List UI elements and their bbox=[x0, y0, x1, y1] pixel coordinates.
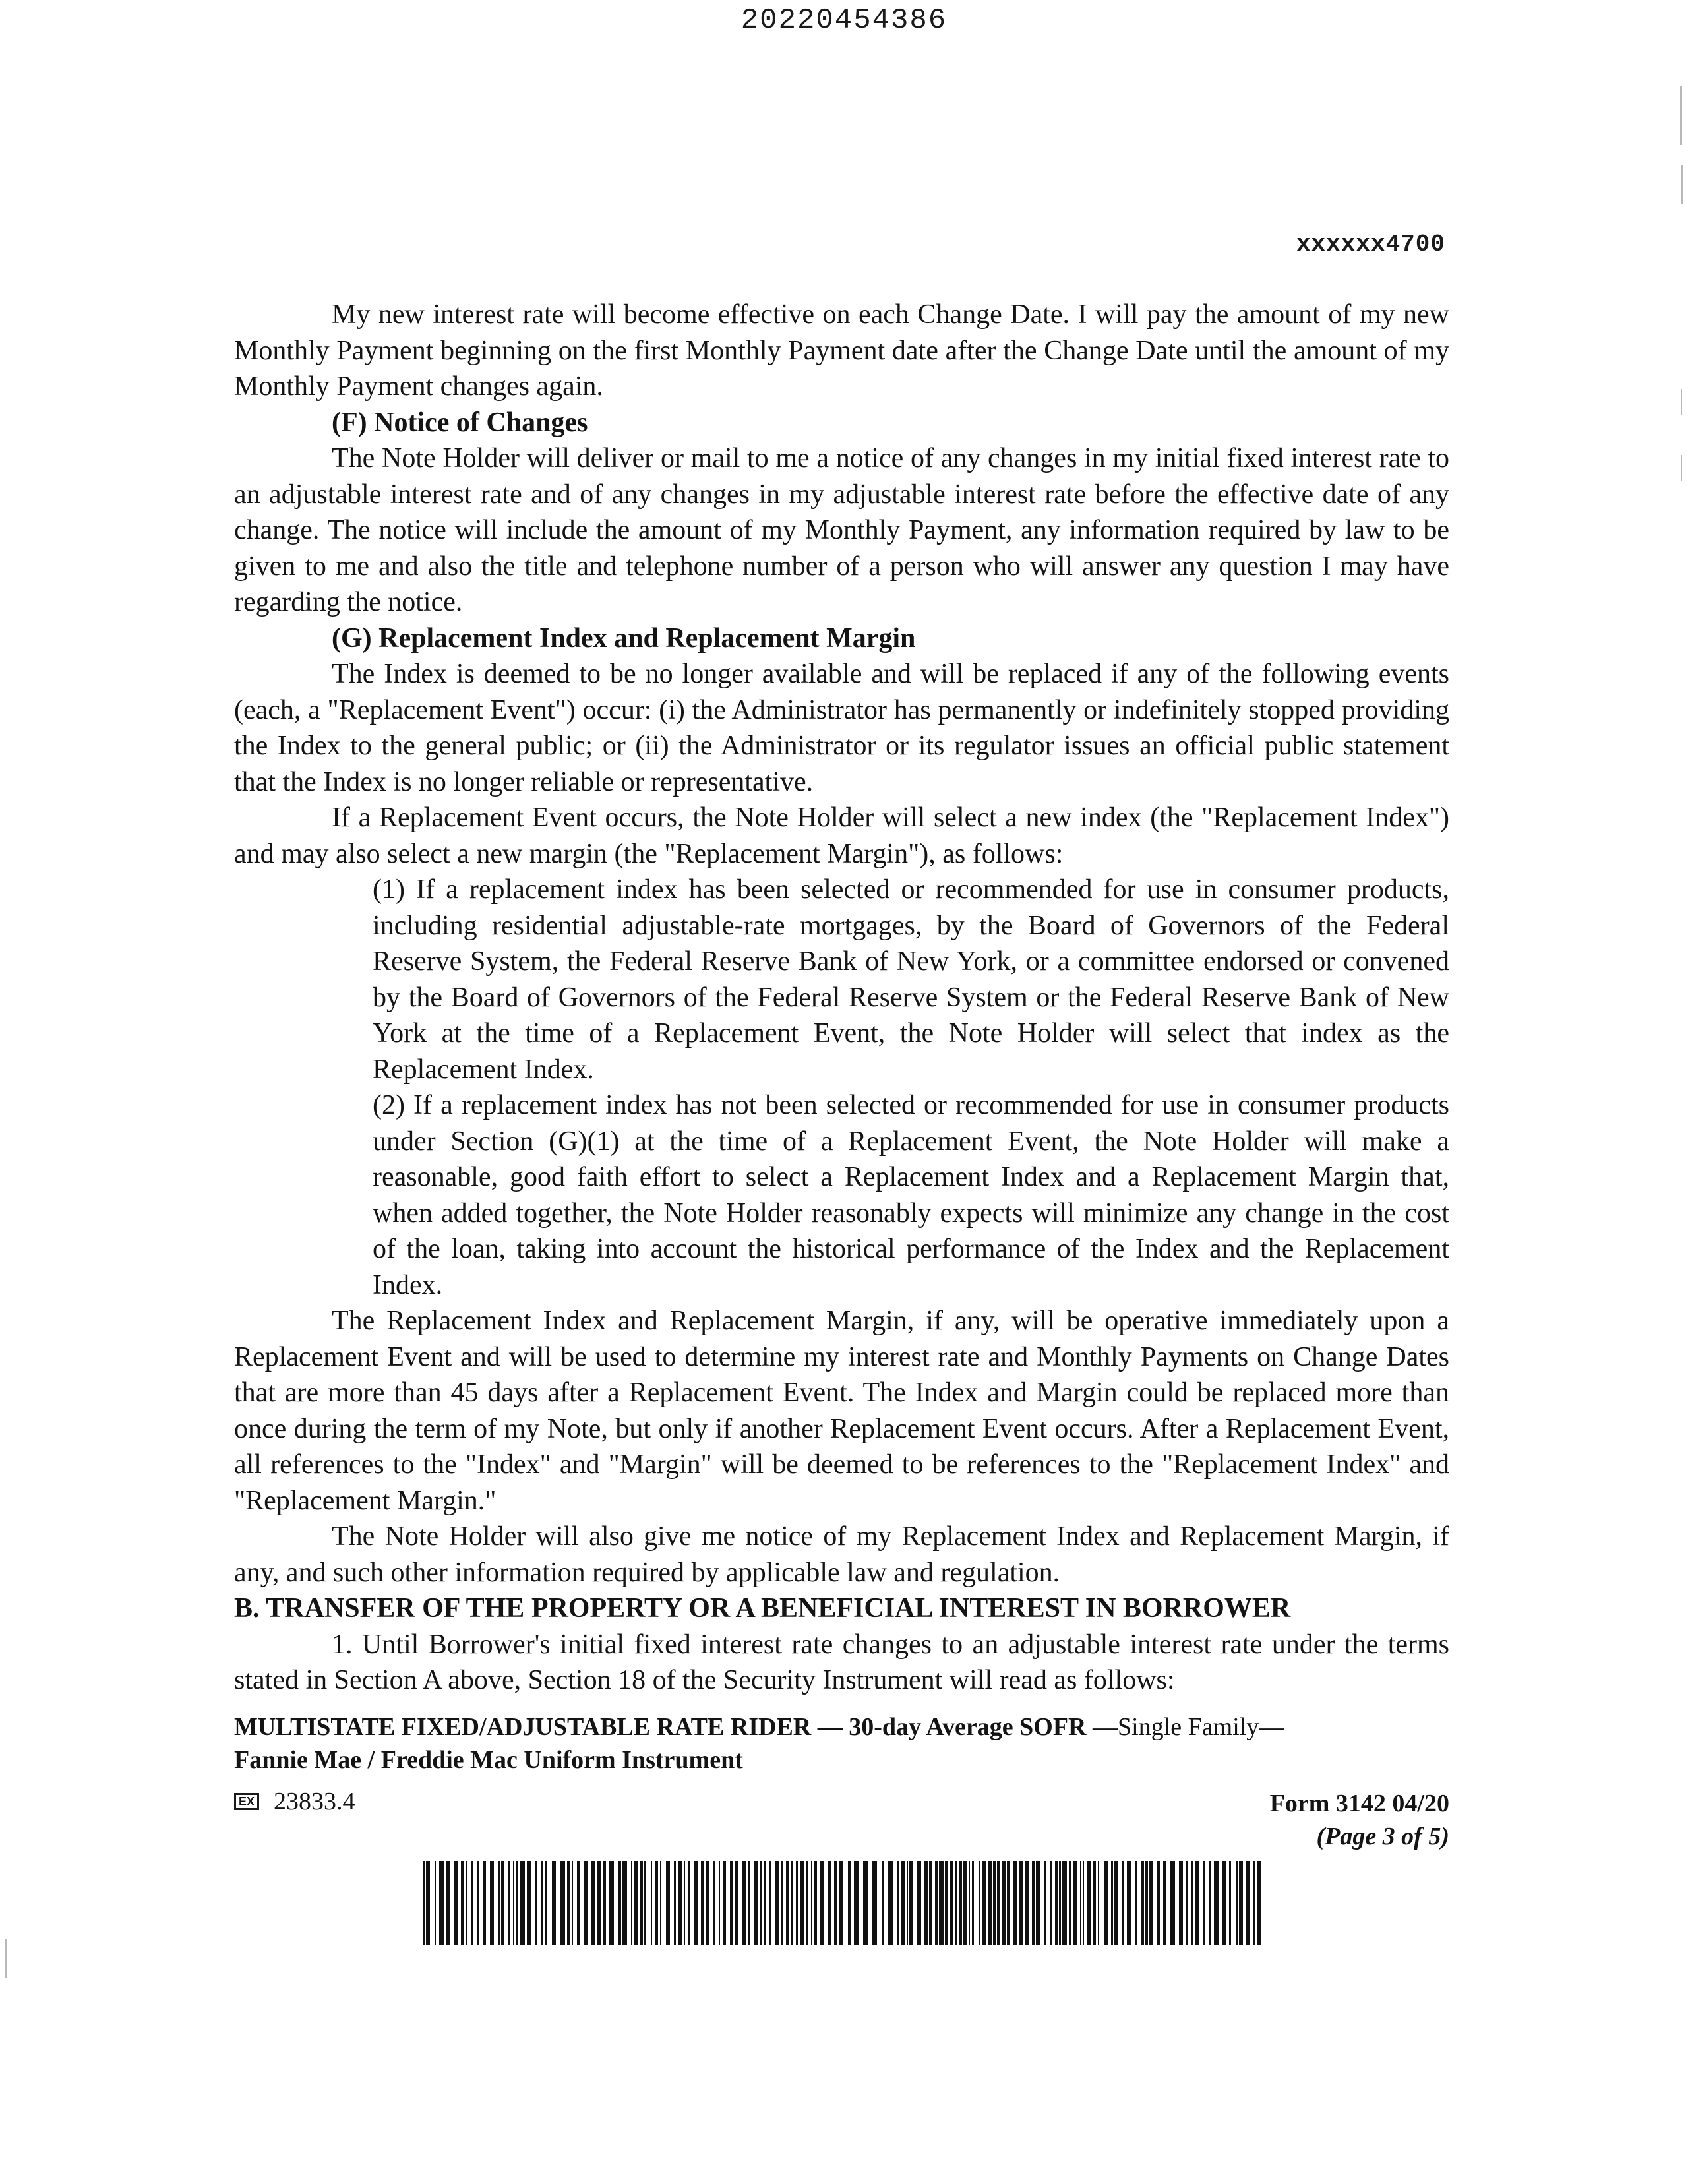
barcode-bar-1 bbox=[426, 1861, 430, 1945]
barcode-bar-81 bbox=[907, 1861, 908, 1945]
barcode-bar-85 bbox=[929, 1861, 932, 1945]
barcode-bar-34 bbox=[631, 1861, 632, 1945]
barcode-bar-37 bbox=[644, 1861, 646, 1945]
form-number-block bbox=[1270, 1787, 1449, 1853]
barcode-bar-80 bbox=[901, 1861, 905, 1945]
form-id-number: 23833.4 bbox=[274, 1788, 355, 1815]
heading-replacement-index: (G) Replacement Index and Replacement Margin bbox=[332, 622, 916, 653]
barcode-bar-128 bbox=[1157, 1861, 1160, 1945]
barcode-bar-20 bbox=[541, 1861, 543, 1945]
barcode-bar-19 bbox=[535, 1861, 537, 1945]
barcode-bar-57 bbox=[760, 1861, 762, 1945]
barcode-bar-45 bbox=[688, 1861, 690, 1945]
barcode-bar-142 bbox=[1246, 1861, 1250, 1945]
barcode-bar-134 bbox=[1195, 1861, 1199, 1945]
barcode-bar-7 bbox=[466, 1861, 467, 1945]
barcode-bar-113 bbox=[1073, 1861, 1077, 1945]
barcode-bar-11 bbox=[490, 1861, 494, 1945]
barcode-bar-10 bbox=[483, 1861, 486, 1945]
barcode-bar-8 bbox=[471, 1861, 473, 1945]
barcode-bar-39 bbox=[655, 1861, 658, 1945]
barcode-bar-132 bbox=[1186, 1861, 1188, 1945]
barcode-bar-115 bbox=[1083, 1861, 1084, 1945]
barcode-bar-119 bbox=[1104, 1861, 1108, 1945]
barcode-bar-75 bbox=[863, 1861, 868, 1945]
barcode-bar-33 bbox=[622, 1861, 627, 1945]
barcode-bar-72 bbox=[839, 1861, 843, 1945]
barcode-bar-53 bbox=[735, 1861, 738, 1945]
barcode-bar-126 bbox=[1145, 1861, 1148, 1945]
barcode-bar-97 bbox=[988, 1861, 992, 1945]
barcode-bar-84 bbox=[924, 1861, 928, 1945]
barcode-bar-104 bbox=[1025, 1861, 1029, 1945]
barcode-bar-16 bbox=[516, 1861, 518, 1945]
list-item-1: (1) If a replacement index has been selected or recommended for use in consumer products, including residential adjustable-rate mortgages, by the Board of Governors of the Federal Reserve System, the Federal Reserve Bank of New York, or a committee endorsed or convened by the Board of Governors of the Federal Reserve System or the Federal Reserve Bank of New York at the time of a Replacement Event, the Note Holder will select that index as the Replacement Index. bbox=[373, 874, 1449, 1085]
barcode-bar-109 bbox=[1055, 1861, 1058, 1945]
barcode-bar-117 bbox=[1093, 1861, 1096, 1945]
barcode-bar-36 bbox=[640, 1861, 643, 1945]
loan-number: xxxxxx4700 bbox=[1296, 231, 1445, 258]
barcode-bar-89 bbox=[950, 1861, 953, 1945]
barcode-bar-67 bbox=[811, 1861, 812, 1945]
barcode-bar-90 bbox=[955, 1861, 957, 1945]
barcode-bar-54 bbox=[742, 1861, 746, 1945]
barcode-bar-21 bbox=[545, 1861, 547, 1945]
barcode-bar-131 bbox=[1179, 1861, 1183, 1945]
barcode-bar-91 bbox=[959, 1861, 962, 1945]
barcode-bar-25 bbox=[572, 1861, 573, 1945]
barcode-bar-27 bbox=[584, 1861, 588, 1945]
barcode bbox=[423, 1861, 1264, 1945]
barcode-bar-94 bbox=[972, 1861, 974, 1945]
barcode-bar-0 bbox=[423, 1861, 425, 1945]
barcode-bar-38 bbox=[651, 1861, 652, 1945]
barcode-bar-107 bbox=[1044, 1861, 1046, 1945]
barcode-bar-35 bbox=[634, 1861, 638, 1945]
barcode-bar-28 bbox=[591, 1861, 595, 1945]
barcode-bar-125 bbox=[1141, 1861, 1144, 1945]
barcode-bar-111 bbox=[1062, 1861, 1067, 1945]
barcode-bar-47 bbox=[701, 1861, 704, 1945]
barcode-bar-43 bbox=[678, 1861, 682, 1945]
paragraph-replacement-selection: If a Replacement Event occurs, the Note Holder will select a new index (the "Replacement Index") and may also select a new margin (the "Replacement Margin"), as follows: bbox=[234, 803, 1449, 869]
barcode-bar-138 bbox=[1222, 1861, 1226, 1945]
barcode-bar-44 bbox=[684, 1861, 685, 1945]
barcode-bar-73 bbox=[848, 1861, 851, 1945]
barcode-bar-87 bbox=[939, 1861, 944, 1945]
barcode-bar-96 bbox=[982, 1861, 986, 1945]
barcode-bar-74 bbox=[854, 1861, 859, 1945]
barcode-bar-18 bbox=[527, 1861, 531, 1945]
scan-edge-mark bbox=[1681, 165, 1683, 204]
barcode-bar-32 bbox=[618, 1861, 621, 1945]
page-label: (Page 3 of 5) bbox=[1316, 1823, 1449, 1850]
barcode-bar-129 bbox=[1163, 1861, 1166, 1945]
barcode-bar-49 bbox=[713, 1861, 715, 1945]
form-title-normal: —Single Family— bbox=[1093, 1713, 1284, 1741]
barcode-bar-69 bbox=[820, 1861, 824, 1945]
barcode-bar-68 bbox=[814, 1861, 817, 1945]
heading-transfer-of-property: B. TRANSFER OF THE PROPERTY OR A BENEFICIAL INTEREST IN BORROWER bbox=[234, 1593, 1291, 1623]
heading-notice-of-changes: (F) Notice of Changes bbox=[332, 407, 588, 438]
paragraph-replacement-event: The Index is deemed to be no longer available and will be replaced if any of the following events (each, a "Replacement Event") occur: (i) the Administrator has permanently or indefinitely stopped providing the Index to the general public; or (ii) the Administrator or its regulator issues an official public statement that the Index is no longer reliable or representative. bbox=[234, 659, 1449, 797]
barcode-bar-3 bbox=[439, 1861, 444, 1945]
barcode-bar-99 bbox=[997, 1861, 1000, 1945]
barcode-bar-141 bbox=[1239, 1861, 1243, 1945]
barcode-bar-31 bbox=[609, 1861, 614, 1945]
barcode-bar-127 bbox=[1149, 1861, 1153, 1945]
barcode-bar-5 bbox=[454, 1861, 458, 1945]
barcode-bar-13 bbox=[501, 1861, 504, 1945]
barcode-bar-122 bbox=[1122, 1861, 1124, 1945]
barcode-bar-143 bbox=[1253, 1861, 1255, 1945]
barcode-bar-76 bbox=[872, 1861, 877, 1945]
form-id bbox=[234, 1787, 355, 1816]
barcode-bar-86 bbox=[935, 1861, 938, 1945]
paragraph-notice-of-changes: The Note Holder will deliver or mail to me a notice of any changes in my initial fixed interest rate to an adjustable interest rate and of any changes in my adjustable interest rate before the effective date of any change. The notice will include the amount of my Monthly Payment, any information required by law to be given to me and also the title and telephone number of a person who will answer any question I may have regarding the notice. bbox=[234, 443, 1449, 617]
barcode-bar-110 bbox=[1059, 1861, 1061, 1945]
barcode-bar-30 bbox=[603, 1861, 606, 1945]
barcode-bar-93 bbox=[969, 1861, 970, 1945]
barcode-bar-116 bbox=[1087, 1861, 1091, 1945]
barcode-bar-23 bbox=[560, 1861, 565, 1945]
barcode-bar-63 bbox=[791, 1861, 793, 1945]
barcode-bar-106 bbox=[1036, 1861, 1040, 1945]
barcode-bar-98 bbox=[993, 1861, 996, 1945]
barcode-bar-62 bbox=[786, 1861, 789, 1945]
barcode-bar-48 bbox=[706, 1861, 709, 1945]
barcode-bar-92 bbox=[963, 1861, 967, 1945]
paragraph-replacement-notice: The Note Holder will also give me notice of my Replacement Index and Replacement Margin, if any, and such other information required by applicable law and regulation. bbox=[234, 1521, 1449, 1588]
barcode-bar-9 bbox=[477, 1861, 479, 1945]
barcode-bar-71 bbox=[834, 1861, 837, 1945]
barcode-bar-137 bbox=[1214, 1861, 1219, 1945]
barcode-bar-118 bbox=[1098, 1861, 1099, 1945]
barcode-bar-56 bbox=[754, 1861, 758, 1945]
barcode-bar-70 bbox=[828, 1861, 831, 1945]
barcode-bar-22 bbox=[552, 1861, 556, 1945]
barcode-bar-29 bbox=[597, 1861, 601, 1945]
barcode-bar-139 bbox=[1229, 1861, 1231, 1945]
barcode-bar-88 bbox=[945, 1861, 948, 1945]
barcode-bar-42 bbox=[674, 1861, 676, 1945]
barcode-bar-51 bbox=[723, 1861, 726, 1945]
form-number: Form 3142 04/20 bbox=[1269, 1790, 1449, 1817]
barcode-bar-26 bbox=[577, 1861, 580, 1945]
barcode-bar-6 bbox=[461, 1861, 464, 1945]
barcode-bar-66 bbox=[806, 1861, 808, 1945]
barcode-bar-50 bbox=[719, 1861, 720, 1945]
barcode-bar-12 bbox=[498, 1861, 500, 1945]
barcode-bar-79 bbox=[897, 1861, 899, 1945]
barcode-bar-55 bbox=[748, 1861, 750, 1945]
list-item-2: (2) If a replacement index has not been selected or recommended for use in consumer products under Section (G)(1) at the time of a Replacement Event, the Note Holder will make a reasonable, good faith effort to select a Replacement Index and a Replacement Margin that, when added together, the Note Holder reasonably expects will minimize any change in the cost of the loan, taking into account the historical performance of the Index and the Replacement Index. bbox=[373, 1090, 1449, 1300]
barcode-bar-17 bbox=[520, 1861, 525, 1945]
barcode-bar-64 bbox=[796, 1861, 798, 1945]
barcode-bar-108 bbox=[1050, 1861, 1052, 1945]
barcode-bar-2 bbox=[435, 1861, 436, 1945]
barcode-bar-4 bbox=[446, 1861, 450, 1945]
barcode-bar-65 bbox=[800, 1861, 804, 1945]
barcode-bar-52 bbox=[730, 1861, 733, 1945]
barcode-bar-112 bbox=[1069, 1861, 1071, 1945]
barcode-bar-100 bbox=[1002, 1861, 1006, 1945]
barcode-bar-123 bbox=[1127, 1861, 1131, 1945]
form-title bbox=[234, 1711, 1487, 1776]
barcode-bar-82 bbox=[909, 1861, 913, 1945]
scan-edge-mark bbox=[5, 1939, 7, 1978]
barcode-bar-144 bbox=[1257, 1861, 1261, 1945]
barcode-bar-140 bbox=[1236, 1861, 1238, 1945]
paragraph-transfer-section-18: 1. Until Borrower's initial fixed interest rate changes to an adjustable interest rate under the terms stated in Section A above, Section 18 of the Security Instrument will read as follows: bbox=[234, 1629, 1449, 1695]
scan-edge-mark bbox=[1681, 389, 1682, 415]
barcode-bar-58 bbox=[764, 1861, 766, 1945]
barcode-bar-124 bbox=[1135, 1861, 1137, 1945]
barcode-bar-136 bbox=[1209, 1861, 1211, 1945]
barcode-bar-46 bbox=[694, 1861, 698, 1945]
ex-logo-icon: EX bbox=[234, 1793, 259, 1810]
barcode-bar-61 bbox=[781, 1861, 783, 1945]
form-title-line2: Fannie Mae / Freddie Mac Uniform Instrument bbox=[234, 1746, 743, 1774]
barcode-bar-103 bbox=[1019, 1861, 1023, 1945]
barcode-bar-114 bbox=[1080, 1861, 1081, 1945]
barcode-bar-121 bbox=[1114, 1861, 1118, 1945]
barcode-bar-40 bbox=[660, 1861, 661, 1945]
barcode-bar-15 bbox=[513, 1861, 514, 1945]
barcode-bar-78 bbox=[888, 1861, 893, 1945]
barcode-bar-101 bbox=[1007, 1861, 1010, 1945]
barcode-bar-133 bbox=[1191, 1861, 1193, 1945]
paragraph-replacement-operative: The Replacement Index and Replacement Margin, if any, will be operative immediately upon a Replacement Event and will be used to determine my interest rate and Monthly Payments on Change Dates that are more than 45 days after a Replacement Event. The Index and Margin could be replaced more than once during the term of my Note, but only if another Replacement Event occurs. After a Replacement Event, all references to the "Index" and "Margin" will be deemed to be references to the "Replacement Index" and "Replacement Margin." bbox=[234, 1306, 1449, 1516]
barcode-bar-105 bbox=[1032, 1861, 1035, 1945]
form-title-bold: MULTISTATE FIXED/ADJUSTABLE RATE RIDER — 30-day Average SOFR bbox=[234, 1713, 1087, 1741]
barcode-bar-24 bbox=[567, 1861, 570, 1945]
scan-edge-mark bbox=[1680, 86, 1682, 145]
document-body bbox=[234, 297, 1449, 1699]
barcode-bar-59 bbox=[769, 1861, 771, 1945]
barcode-bar-83 bbox=[917, 1861, 921, 1945]
paragraph-change-date: My new interest rate will become effective on each Change Date. I will pay the amount of my new Monthly Payment beginning on the first Monthly Payment date after the Change Date until the amount of my Monthly Payment changes again. bbox=[234, 299, 1449, 402]
barcode-bar-77 bbox=[882, 1861, 884, 1945]
barcode-bar-102 bbox=[1013, 1861, 1017, 1945]
barcode-bar-135 bbox=[1203, 1861, 1205, 1945]
barcode-bar-130 bbox=[1170, 1861, 1175, 1945]
barcode-bar-60 bbox=[775, 1861, 779, 1945]
barcode-bar-95 bbox=[979, 1861, 980, 1945]
barcode-bar-41 bbox=[666, 1861, 670, 1945]
document-number: 20220454386 bbox=[740, 4, 948, 37]
scan-edge-mark bbox=[1681, 455, 1682, 481]
barcode-bar-120 bbox=[1111, 1861, 1113, 1945]
barcode-bar-14 bbox=[508, 1861, 510, 1945]
